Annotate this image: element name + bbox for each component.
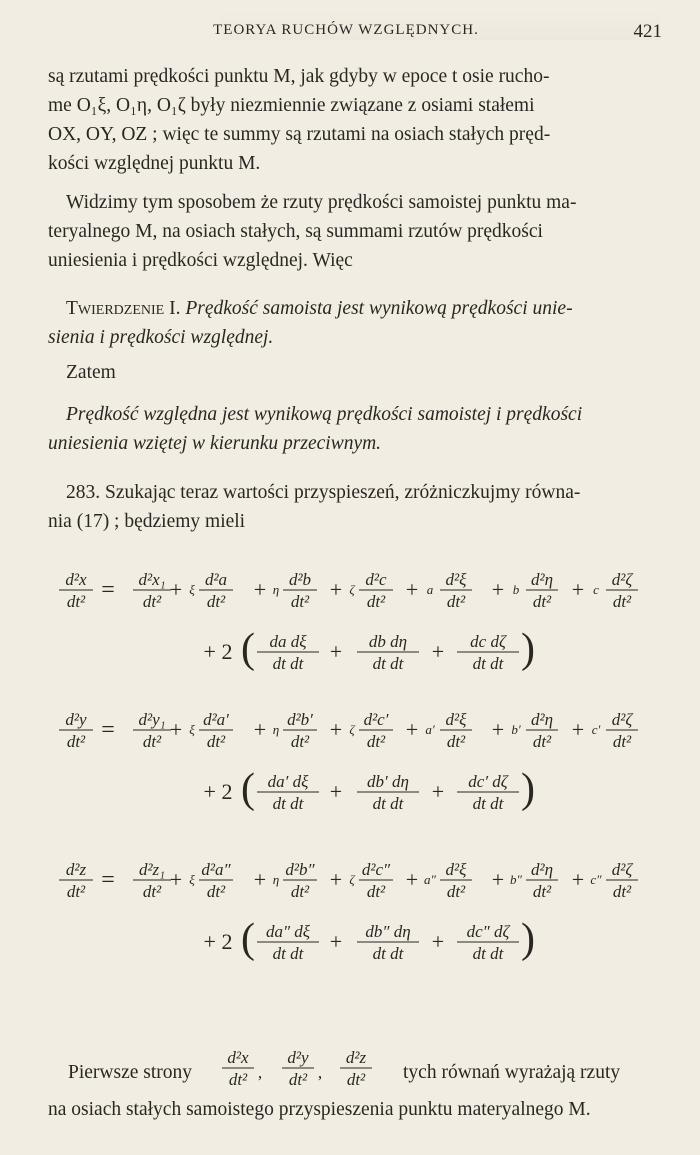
fraction-denominator: dt dt (272, 654, 304, 673)
equation-y (48, 700, 668, 813)
paren-close: ) (521, 626, 535, 672)
fraction-numerator: da′ dξ (267, 772, 309, 791)
coefficient: ξ (189, 722, 195, 737)
coefficient: b″ (510, 872, 522, 887)
fraction-denominator: dt dt (272, 794, 304, 813)
fraction-denominator: dt² (446, 732, 466, 751)
text-line: 283. Szukając teraz wartości przyspieszeń, zróżniczkujmy równa- (66, 482, 581, 503)
fraction-denominator: dt dt (372, 944, 404, 963)
fraction-denominator: dt² (532, 882, 552, 901)
plus-two: + 2 (203, 639, 233, 664)
plus-sign: + (405, 577, 419, 602)
text-line: nia (17) ; będziemy mieli (48, 511, 246, 532)
plus-sign: + (329, 867, 343, 892)
coefficient: c′ (591, 722, 601, 737)
fraction-numerator: d²ζ (611, 710, 633, 729)
statement (48, 400, 653, 458)
fraction-denominator: dt² (290, 882, 310, 901)
fraction-numerator: d²y (287, 1048, 309, 1067)
text-line: są rzutami prędkości punktu M, jak gdyby w epoce t osie rucho- (48, 66, 550, 87)
fraction-denominator: dt dt (472, 944, 504, 963)
equation-x (48, 560, 668, 673)
text-line: uniesienia i prędkości względnej. Więc (48, 250, 353, 271)
plus-sign: + (329, 779, 343, 804)
fraction-numerator: d²ξ (445, 570, 467, 589)
coefficient: ζ (349, 872, 355, 887)
coefficient: c (593, 582, 599, 597)
fraction-denominator: dt dt (372, 654, 404, 673)
plus-two: + 2 (203, 779, 233, 804)
fraction-denominator: dt dt (372, 794, 404, 813)
plus-sign: + (329, 929, 343, 954)
plus-sign: + (405, 867, 419, 892)
fraction-numerator: d²a′ (203, 710, 229, 729)
equals-sign: = (101, 577, 115, 603)
running-title: TEORYA RUCHÓW WZGLĘDNYCH. (213, 22, 479, 38)
fraction-denominator: dt² (288, 1070, 308, 1089)
coefficient: η (272, 582, 280, 597)
zatem (48, 358, 653, 387)
fraction-numerator: d²x (227, 1048, 249, 1067)
coefficient: η (272, 872, 280, 887)
equals-sign: = (101, 717, 115, 743)
fraction-numerator: d²z (65, 860, 87, 879)
text-line: Widzimy tym sposobem że rzuty prędkości samoistej punktu ma- (66, 192, 577, 213)
coefficient: a″ (424, 872, 436, 887)
paragraph-283 (48, 478, 653, 536)
text-line: teryalnego M, na osiach stałych, są summami rzutów prędkości (48, 221, 543, 242)
plus-sign: + (431, 639, 445, 664)
fraction-denominator: dt² (206, 882, 226, 901)
equals-sign: = (101, 867, 115, 893)
text: tych równań wyrażają rzuty (403, 1062, 621, 1083)
equation-z (48, 850, 668, 963)
fraction-numerator: dc″ dζ (466, 922, 510, 941)
fraction-numerator: d²z₁ (138, 860, 166, 879)
fraction-denominator: dt² (532, 732, 552, 751)
coefficient: ξ (189, 872, 195, 887)
equation-y-svg (48, 700, 668, 830)
fraction-denominator: dt² (290, 732, 310, 751)
running-head (30, 22, 662, 52)
plus-sign: + (329, 639, 343, 664)
theorem (48, 294, 653, 352)
fraction-denominator: dt² (206, 592, 226, 611)
paren-close: ) (521, 766, 535, 812)
fraction-numerator: db′ dη (367, 772, 409, 791)
comma: , (257, 1063, 263, 1082)
fraction-numerator: db″ dη (365, 922, 411, 941)
text-line: kości względnej punktu M. (48, 153, 261, 174)
fraction-denominator: dt² (366, 882, 386, 901)
text: na osiach stałych samoistego przyspieszenia punktu materyalnego M. (48, 1099, 591, 1120)
plus-sign: + (431, 929, 445, 954)
fraction-numerator: d²x₁ (138, 570, 166, 589)
fraction-denominator: dt dt (472, 794, 504, 813)
fraction-denominator: dt² (366, 732, 386, 751)
paren-close: ) (521, 916, 535, 962)
fraction-denominator: dt² (532, 592, 552, 611)
comma: , (317, 1063, 323, 1082)
plus-sign: + (491, 867, 505, 892)
coefficient: ζ (349, 722, 355, 737)
fraction-numerator: d²a″ (201, 860, 231, 879)
text-line: OX, OY, OZ ; więc te summy są rzutami na osiach stałych pręd- (48, 124, 551, 145)
fraction-numerator: d²z (345, 1048, 367, 1067)
fraction-denominator: dt² (66, 732, 86, 751)
final-line-2 (48, 1095, 658, 1124)
fraction-numerator: d²b″ (285, 860, 315, 879)
fraction-denominator: dt dt (272, 944, 304, 963)
paren-open: ( (241, 916, 255, 962)
plus-sign: + (405, 717, 419, 742)
fraction-denominator: dt² (612, 592, 632, 611)
fraction-numerator: d²c″ (361, 860, 391, 879)
fraction-denominator: dt² (446, 592, 466, 611)
fraction-numerator: d²c (365, 570, 387, 589)
plus-sign: + (571, 867, 585, 892)
plus-sign: + (253, 577, 267, 602)
fraction-denominator: dt² (290, 592, 310, 611)
fraction-denominator: dt² (66, 592, 86, 611)
fraction-numerator: d²ζ (611, 570, 633, 589)
plus-sign: + (491, 577, 505, 602)
fraction-numerator: d²η (530, 710, 554, 729)
plus-sign: + (571, 717, 585, 742)
fraction-numerator: d²a (204, 570, 228, 589)
fraction-numerator: dc′ dζ (468, 772, 508, 791)
fraction-denominator: dt² (366, 592, 386, 611)
fraction-denominator: dt dt (472, 654, 504, 673)
fraction-denominator: dt² (66, 882, 86, 901)
fraction-numerator: d²ξ (445, 710, 467, 729)
coefficient: b (512, 582, 520, 597)
coefficient: a (426, 582, 434, 597)
equation-z-svg (48, 850, 668, 980)
statement-line: Prędkość względna jest wynikową prędkości samoistej i prędkości (66, 404, 583, 425)
fraction-numerator: d²b (288, 570, 312, 589)
statement-line: uniesienia wziętej w kierunku przeciwnym. (48, 433, 382, 454)
theorem-text: sienia i prędkości względnej. (48, 327, 274, 348)
equation-x-svg (48, 560, 668, 690)
plus-sign: + (491, 717, 505, 742)
plus-sign: + (169, 867, 183, 892)
paragraph-1 (48, 62, 653, 178)
plus-sign: + (169, 717, 183, 742)
coefficient: b′ (511, 722, 521, 737)
fraction-denominator: dt² (142, 592, 162, 611)
fraction-denominator: dt² (206, 732, 226, 751)
plus-sign: + (169, 577, 183, 602)
fraction-numerator: d²η (530, 860, 554, 879)
plus-sign: + (329, 577, 343, 602)
fraction-numerator: d²b′ (287, 710, 313, 729)
coefficient: ζ (349, 582, 355, 597)
fraction-denominator: dt² (142, 732, 162, 751)
fraction-numerator: d²x (65, 570, 87, 589)
fraction-numerator: d²η (530, 570, 554, 589)
theorem-label: Twierdzenie I. (66, 298, 181, 319)
plus-sign: + (253, 867, 267, 892)
plus-sign: + (431, 779, 445, 804)
page-number: 421 (633, 21, 662, 42)
fraction-denominator: dt² (446, 882, 466, 901)
final-fractions (216, 1038, 386, 1098)
fraction-numerator: d²y (65, 710, 87, 729)
fraction-numerator: d²ξ (445, 860, 467, 879)
coefficient: ξ (189, 582, 195, 597)
plus-sign: + (571, 577, 585, 602)
fraction-denominator: dt² (346, 1070, 366, 1089)
theorem-text: Prędkość samoista jest wynikową prędkości unie- (185, 298, 573, 319)
coefficient: c″ (590, 872, 602, 887)
fraction-numerator: d²y₁ (138, 710, 166, 729)
plus-sign: + (253, 717, 267, 742)
fraction-numerator: d²ζ (611, 860, 633, 879)
fraction-numerator: da dξ (269, 632, 307, 651)
fraction-denominator: dt² (228, 1070, 248, 1089)
paren-open: ( (241, 766, 255, 812)
coefficient: η (272, 722, 280, 737)
fraction-denominator: dt² (612, 732, 632, 751)
coefficient: a′ (425, 722, 435, 737)
plus-sign: + (329, 717, 343, 742)
text-line: Zatem (66, 362, 116, 383)
paragraph-2 (48, 188, 653, 275)
plus-two: + 2 (203, 929, 233, 954)
text-line: me O₁ξ, O₁η, O₁ζ były niezmiennie związane z osiami stałemi (48, 95, 535, 116)
fraction-denominator: dt² (612, 882, 632, 901)
fraction-numerator: db dη (368, 632, 408, 651)
fraction-numerator: dc dζ (470, 632, 506, 651)
fraction-numerator: d²c′ (363, 710, 389, 729)
fraction-numerator: da″ dξ (265, 922, 311, 941)
text: Pierwsze strony (68, 1062, 193, 1083)
fraction-denominator: dt² (142, 882, 162, 901)
paren-open: ( (241, 626, 255, 672)
